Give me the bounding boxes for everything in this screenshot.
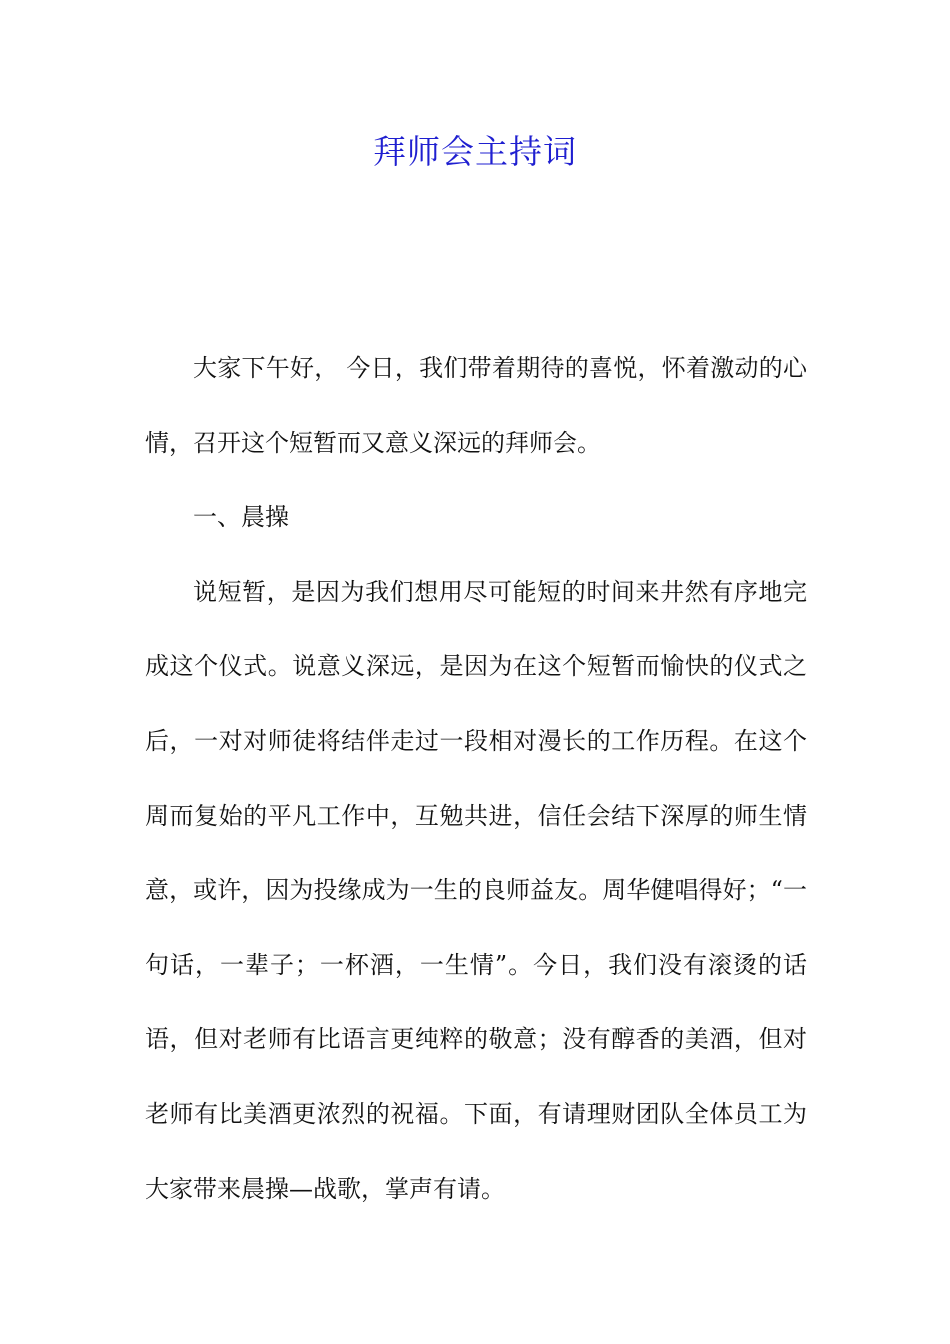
paragraph-ceremony-meaning: 说短暂，是因为我们想用尽可能短的时间来井然有序地完成这个仪式。说意义深远，是因为在这个短暂而愉快的仪式之后，一对对师徒将结伴走过一段相对漫长的工作历程。在这个周而复始的平凡工作中，互勉共进，信任会结下深厚的师生情意，或许，因为投缘成为一生的良师益友。周华健唱得好；“一句话，一辈子；一杯酒，一生情”。今日，我们没有滚烫的话语，但对老师有比语言更纯粹的敬意；没有醇香的美酒，但对老师有比美酒更浓烈的祝福。下面，有请理财团队全体员工为大家带来晨操—战歌，掌声有请。 bbox=[145, 577, 807, 1203]
paragraph-greeting: 大家下午好， 今日，我们带着期待的喜悦，怀着激动的心情，召开这个短暂而又意义深远的拜师会。 bbox=[145, 354, 807, 457]
section-heading-morning-exercise: 一、晨操 bbox=[193, 503, 289, 532]
document-title: 拜师会主持词 bbox=[373, 132, 577, 171]
document-body bbox=[145, 331, 807, 1226]
